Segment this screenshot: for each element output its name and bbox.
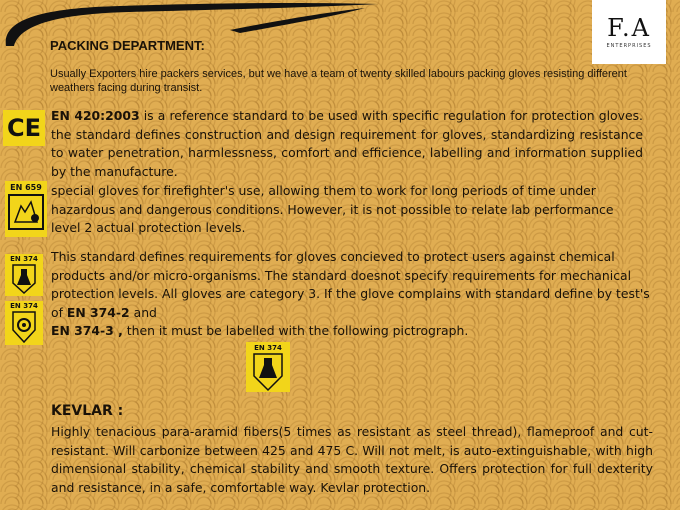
en374-pictograph-icon [246,342,290,392]
en374-pictograph-label: EN 374 [254,344,282,352]
biohazard-pictogram-icon [5,310,43,344]
en374-chemical-badge-icon [5,254,43,296]
en374-badge-top-label: EN 374 [10,255,38,263]
ce-badge-label: CE [6,114,41,142]
en374-badge-bottom-label: EN 374 [10,302,38,310]
logo-mark: F.A [607,14,651,42]
en374-text-a: This standard defines requirements for gloves concieved to protect users against chemical products and/or micro-organisms. The standard doesnot specify requirements for mechanical protection levels. All gloves are category 3. If the glove complains with standard define by test's of [51,249,650,320]
en420-code: EN 420:2003 [51,108,140,123]
intro-text: Usually Exporters hire packers services, but we have a team of twenty skilled labours packing gloves resisting different weathers facing during transist. [50,68,627,94]
en659-badge-label: EN 659 [10,183,42,192]
en659-paragraph: special gloves for firefighter's use, allowing them to work for long periods of time under hazardous and dangerous conditions. However, it is not possible to relate lab performance level 2 actual protection levels. [51,183,614,235]
en374-biohazard-badge-icon [5,301,43,345]
logo-subtitle: ENTERPRISES [606,43,652,49]
brand-logo [592,0,666,64]
ce-mark-icon [3,110,45,146]
kevlar-heading: KEVLAR : [51,403,124,419]
en374-text-b: and [129,304,157,320]
en374-3-code: EN 374-3 , [51,323,123,338]
firefighter-pictogram-icon [5,192,47,232]
flask-pictogram-icon [5,263,43,295]
en374-2-code: EN 374-2 [66,304,130,320]
en420-text: is a reference standard to be used with specific regulation for protection gloves. the standard defines construction and design requirement for gloves, standardizing resistance to water penetration, harmlessness, comfort and efficience, labelling and information supplied by the manufacture. [51,108,643,179]
kevlar-paragraph: Highly tenacious para-aramid fibers(5 times as resistant as steel thread), flameproof and cut-resistant. Will carbonize between 425 and 475 C. Will not melt, is auto-extinguishable, with high dimensional stability, chemical stability and smooth texture. Offers protection for full dexterity and resistance, in a safe, comfortable way. Kevlar protection. [51,424,653,495]
en374-text-c: then it must be labelled with the following pictrograph. [122,323,469,338]
page-title: PACKING DEPARTMENT: [50,38,205,53]
flask-pictogram-icon [246,352,290,392]
en374-paragraph [51,248,651,341]
en659-badge-icon [5,181,47,237]
en420-paragraph [51,107,643,181]
